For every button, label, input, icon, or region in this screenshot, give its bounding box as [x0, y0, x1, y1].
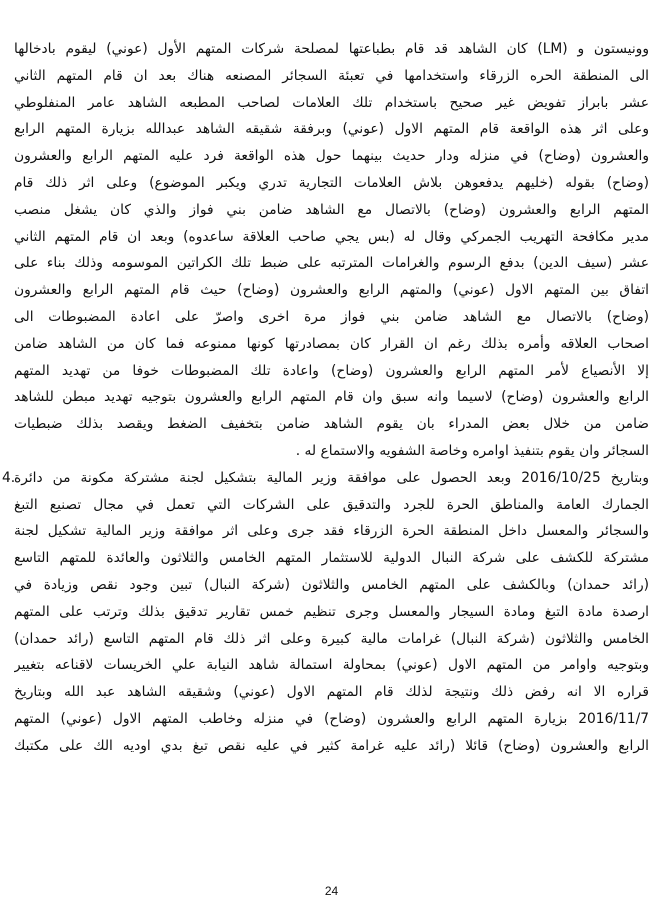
text-line: الى المنطقة الحره الزرقاء واستخدامها في تعبئة السجائر المصنعه هناك بعد ان قام المتهم الثاني — [14, 67, 649, 84]
text-line: اصحاب العلاقه وأمره بذلك رغم ان القرار كان بمصادرتها كونها ممنوعه فما كان من الشاهد ضامن — [14, 335, 649, 352]
text-line: (وضاح) بقوله (خليهم يدفعوهن بلاش العلامات التجارية تدري ويكبر الموضوع) وعلى اثر ذلك قام — [14, 174, 649, 191]
text-line: ارصدة مادة التبغ ومادة السيجار والمعسل وجرى تنظيم خمس تقارير تدقيق بذلك وترتب على المتهم — [14, 603, 649, 620]
text-line: المتهم الرابع والعشرون (وضاح) بالاتصال مع الشاهد ضامن بني فواز والذي كان يشغل منصب — [14, 201, 649, 218]
text-line: وعلى اثر هذه الواقعة قام المتهم الاول (عوني) وبرفقة شقيقه الشاهد عبدالله بزيارة المتهم الرابع — [14, 121, 649, 138]
numbered-item-4 — [2, 465, 649, 760]
text-line: وبتوجيه واوامر من المتهم الاول (عوني) بمحاولة استمالة شاهد النيابة علي الخريسات لاقناعه بتغيير — [14, 657, 649, 674]
text-line: الرابع والعشرون (وضاح) لاسيما وانه سبق وان قام المتهم الرابع والعشرون بتوجيه تهديد مبطن للشاهد — [14, 389, 649, 406]
text-line: الجمارك العامة والمناطق الحرة للجرد والتدقيق على الشركات التي تعمل في مجال تصنيع التبغ — [14, 496, 649, 513]
text-line: إلا الأنصياع لأمر المتهم الرابع والعشرون (وضاح) واعادة تلك المضبوطات خوفا من تهديد المتهم — [14, 362, 649, 379]
item-number: 4. — [2, 469, 16, 486]
text-line: السجائر وان يقوم بتنفيذ اوامره وخاصة الشفويه والاستماع له . — [295, 442, 649, 459]
text-line: والسجائر والمعسل داخل المنطقة الحرة الزرقاء فقد جرى وعلى اثر موافقة وزير المالية تشكيل لجنة — [14, 523, 649, 540]
text-line: مشتركة للكشف على شركة النبال الدولية للاستثمار المتهم الخامس والثلاثون والعائدة للمتهم التاسع — [14, 550, 649, 567]
text-line: (وضاح) بالاتصال مع الشاهد ضامن بني فواز مرة اخرى واصرّ على اعادة المضبوطات الى — [14, 308, 649, 325]
text-line: عشر بابراز تفويض غير صحيح باستخدام تلك العلامات لصاحب المطبعه الشاهد عامر المنفلوطي — [14, 94, 649, 111]
text-line: وبتاريخ 2016/10/25 وبعد الحصول على موافقة وزير المالية بتشكيل لجنة مشتركة مكونة من دائرة — [14, 469, 649, 486]
text-line: مدير مكافحة التهريب الجمركي وقال له (بس يجي صاحب العلاقة ساعدوه) وبعد ان قام المتهم الثاني — [14, 228, 649, 245]
text-line: الرابع والعشرون (وضاح) قائلا (رائد عليه غرامة كثير في عليه نقص تبغ بدي اوديه الك على مكتبك — [14, 737, 649, 754]
text-line: وونيستون و (LM) كان الشاهد قد قام بطباعتها لمصلحة شركات المتهم الأول (عوني) ليقوم بادخالها — [14, 41, 649, 57]
text-line: عشر (سيف الدين) بدفع الرسوم والغرامات المترتبه على ضبط تلك الكراتين الموسومه وذلك بناء على — [14, 255, 649, 272]
text-line: 2016/11/7 بزيارة المتهم الرابع والعشرون (وضاح) في منزله وخاطب المتهم الاول (عوني) المتهم — [14, 710, 649, 727]
numbered-item-text — [14, 465, 649, 760]
text-line: الخامس والثلاثون (شركة النبال) غرامات مالية كبيرة وعلى اثر ذلك قام المتهم التاسع (رائد حمدان) — [14, 630, 649, 647]
text-line: ضامن من خلال بعض المدراء بان يقوم الشاهد ضامن بتخفيف الضغط ويقصد بذلك ضبطيات — [14, 416, 649, 433]
body-paragraph — [14, 36, 649, 465]
text-line: قراره الا انه رفض ذلك ونتيجة لذلك قام المتهم الاول (عوني) وشقيقه الشاهد عبد الله وبتاريخ — [14, 684, 649, 701]
page-number: 24 — [324, 884, 339, 898]
text-line: اتفاق بين المتهم الاول (عوني) والمتهم الرابع والعشرون (وضاح) حيث قام المتهم الرابع والعشرون — [14, 282, 649, 299]
text-line: (رائد حمدان) وبالكشف على المتهم الخامس والثلاثون (شركة النبال) تبين وجود نقص وزيادة في — [14, 576, 649, 593]
text-line: والعشرون (وضاح) في منزله ودار حديث بينهما حول هذه الواقعة فرد عليه المتهم الرابع والعشرون — [14, 148, 649, 165]
